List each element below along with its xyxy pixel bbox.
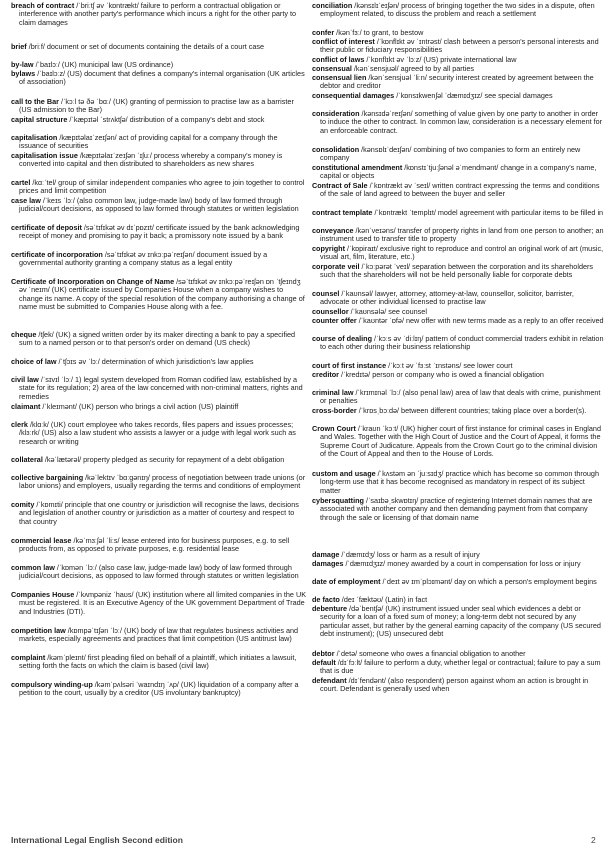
headword: consequential damages	[312, 91, 395, 100]
headword: Contract of Sale	[312, 181, 368, 190]
headword: de facto	[312, 595, 340, 604]
entry-constitutional-amendment	[312, 164, 604, 181]
headword: conciliation	[312, 1, 353, 10]
definition: /ˈkeɪs ˈlɔː/ (also common law, judge-made law) body of law formed through judicial/court decisions, as opposed to law formed through statutes or written legislation	[19, 196, 299, 214]
headword: capital structure	[11, 115, 68, 124]
definition: /səˈtɪfɪkət əv dɪˈpɒzɪt/ certificate issued by the bank acknowledging receipt of money and promising to pay it back; a promissory note issued by a bank	[19, 223, 300, 241]
headword: certificate of incorporation	[11, 250, 103, 259]
headword: claimant	[11, 402, 41, 411]
entry-date-of-employment	[312, 578, 604, 586]
definition: /ˈkɔːl tə ðə ˈbɑː/ (UK) granting of permission to practise law as a barrister (US admission to the Bar)	[19, 97, 294, 115]
entry-conflict-of-laws	[312, 56, 604, 64]
entry-companies-house	[11, 591, 307, 616]
entry-clerk	[11, 421, 307, 446]
definition: /ˈkɒntrækt əv ˈseɪl/ written contract expressing the terms and conditions of the sale of land agreed to between the buyer and seller	[320, 181, 600, 199]
definition: /ˈkɒntrækt ˈtemplɪt/ model agreement with particular items to be filled in	[372, 208, 604, 217]
entry-certificate-change-of-name	[11, 278, 307, 311]
headword: date of employment	[312, 577, 381, 586]
headword: contract template	[312, 208, 373, 217]
definition: /klɑːk/ (UK) court employee who takes records, files papers and issues processes; /klɜːrk/ (US) also a law student who assists a lawyer or a judge with legal work such as research or writing	[19, 420, 296, 446]
headword: complaint	[11, 653, 46, 662]
entry-common-law	[11, 564, 307, 581]
definition: /kənˈsensjuəl/ agreed to by all parties	[351, 64, 475, 73]
headword: debenture	[312, 604, 348, 613]
entry-counsel	[312, 290, 604, 307]
headword: consideration	[312, 109, 360, 118]
page-number: 2	[591, 835, 596, 845]
headword: compulsory winding-up	[11, 680, 93, 689]
definition: /səˈtɪfɪkət əv ɪnkɔːpəˈreɪʃən ɒn ˈtʃeɪndʒ əv ˈneɪm/ (UK) certificate issued by Companies House when a company wishes to change its name. A copy of the special resolution of the company authorising a change of name must be submitted to Companies House along with a fee.	[19, 277, 305, 311]
definition: /ˈkleɪmənt/ (UK) person who brings a civil action (US) plaintiff	[40, 402, 239, 411]
entry-claimant	[11, 403, 307, 411]
entry-custom-and-usage	[312, 470, 604, 495]
headword: bylaws	[11, 69, 36, 78]
headword: Crown Court	[312, 424, 356, 433]
entry-counsellor	[312, 308, 604, 316]
headword: Companies House	[11, 590, 75, 599]
definition: /kəmˈpʌlsəri ˈwaɪndɪŋ ˈʌp/ (UK) liquidation of a company after a petition to the court, usually by a creditor (US involuntary bankruptcy)	[19, 680, 299, 698]
entry-collateral	[11, 456, 307, 464]
entry-criminal-law	[312, 389, 604, 406]
entry-cheque	[11, 331, 307, 348]
headword: common law	[11, 563, 55, 572]
footer-book-title: International Legal English Second edition	[11, 835, 183, 845]
definition: /ˈsɪvɪl ˈlɔː/ 1) legal system developed from Roman codified law, established by a state for its regulation; 2) area of the law concerned with non-criminal matters, rights and remedies	[19, 375, 303, 401]
entry-capitalisation	[11, 134, 307, 151]
definition: /ˈtʃɔɪs əv ˈlɔː/ determination of which jurisdiction's law applies	[56, 357, 254, 366]
definition: /ˈkʌmpəniz ˈhaʊs/ (UK) institution where all limited companies in the UK must be registered. It is an Executive Agency of the UK government Department of Trade and Industries (DTI).	[19, 590, 307, 616]
definition: /kɑːˈtel/ group of similar independent companies who agree to join together to control prices and limit competition	[19, 178, 305, 196]
headword: call to the Bar	[11, 97, 59, 106]
headword: corporate veil	[312, 262, 360, 271]
entry-debtor	[312, 650, 604, 658]
definition: /kənsɪdəˈreɪʃən/ something of value given by one party to another in order to induce the other to contract. In common law, consideration is a necessary element for an enforceable contract.	[320, 109, 603, 135]
entry-competition-law	[11, 627, 307, 644]
headword: court of first instance	[312, 361, 387, 370]
headword: cross-border	[312, 406, 357, 415]
definition: /ˈkrɒsˌbɔːdə/ between different countries; taking place over a border(s).	[356, 406, 587, 415]
definition: /deɪ ˈfæktəʊ/ (Latin) in fact	[339, 595, 428, 604]
definition: /ˈkaʊntər ˈɒfə/ new offer with new terms made as a reply to an offer received	[356, 316, 604, 325]
entry-conflict-of-interest	[312, 38, 604, 55]
definition: /ˈdæmɪdʒ/ loss or harm as a result of injury	[339, 550, 480, 559]
definition: /ˈkɒpiraɪt/ exclusive right to reproduce and control an original work of art (music, visual art, film, literature, etc.)	[320, 244, 604, 262]
headword: creditor	[312, 370, 339, 379]
headword: defendant	[312, 676, 347, 685]
entry-cartel	[11, 179, 307, 196]
headword: counter offer	[312, 316, 357, 325]
definition: /kəmˈpleɪnt/ first pleading filed on behalf of a plaintiff, which initiates a lawsuit, setting forth the facts on which the claim is based (civil law)	[19, 653, 297, 671]
definition: /kənˈfɜː/ to grant, to bestow	[334, 28, 424, 37]
definition: /ˈbaɪlɔː/ (UK) municipal law (US ordinance)	[33, 60, 174, 69]
headword: debtor	[312, 649, 335, 658]
definition: /ˈkʌstəm ən ˈjuːsɪdʒ/ practice which has become so common through long-term use that it has become recognised as mandatory in respect of its subject matter	[320, 469, 599, 495]
definition: /ˈkɒnflɪkt əv ˈlɔːz/ (US) private international law	[364, 55, 517, 64]
entry-consequential-damages	[312, 92, 604, 100]
entry-damage	[312, 551, 604, 559]
headword: case law	[11, 196, 41, 205]
entry-contract-template	[312, 209, 604, 217]
entry-consideration	[312, 110, 604, 135]
definition: /ˈdetə/ someone who owes a financial obligation to another	[334, 649, 526, 658]
definition: /ˈkaʊnsəl/ lawyer, attorney, attorney-at-law, counsellor, solicitor, barrister, advocate or other individual licensed to practise law	[320, 289, 574, 307]
definition: /kənsɒlɪˈdeɪʃən/ combining of two companies to form an entirely new company	[320, 145, 581, 163]
definition: /ˈkrɪmɪnəl ˈlɔː/ (also penal law) area of law that deals with crime, punishment or penalties	[320, 388, 601, 406]
entry-civil-law	[11, 376, 307, 401]
headword: conflict of interest	[312, 37, 375, 46]
entry-capital-structure	[11, 116, 307, 124]
definition: /ˈkaʊnsələ/ see counsel	[348, 307, 427, 316]
definition: /kæpɪtəlaɪˈzeɪʃən ˈɪʃuː/ process whereby a company's money is converted into capital and then distributed to shareholders as new shares	[19, 151, 283, 169]
headword: cartel	[11, 178, 31, 187]
entry-de-facto	[312, 596, 604, 604]
definition: /ˈkɔːpərət ˈveɪl/ separation between the corporation and its shareholders such that the shareholders will not be held personally liable for corporate debts	[320, 262, 594, 280]
headword: comity	[11, 500, 35, 509]
entry-certificate-of-deposit	[11, 224, 307, 241]
headword: custom and usage	[312, 469, 376, 478]
entry-creditor	[312, 371, 604, 379]
headword: breach of contract	[11, 1, 75, 10]
entry-brief	[11, 43, 307, 51]
entry-crown-court	[312, 425, 604, 458]
headword: counsel	[312, 289, 340, 298]
definition: /kəˈmɜːʃəl ˈliːs/ lease entered into for business purposes, e.g. to sell products from, as opposed to private purposes, e.g. residential lease	[19, 536, 290, 554]
headword: damage	[312, 550, 340, 559]
entry-collective-bargaining	[11, 474, 307, 491]
definition: /ˈkɒmən ˈlɔː/ (also case law, judge-made law) body of law formed through judicial/court decisions, as opposed to law formed through statutes or written legislation	[19, 563, 299, 581]
entry-cross-border	[312, 407, 604, 415]
definition: /kɒnstɪˈtjuːʃənəl əˈmendmənt/ change in a company's name, capital or objects	[320, 163, 597, 181]
definition: /ˈbriːtʃ əv ˈkɒntrækt/ failure to perform a contractual obligation or interference with another party's performance which incurs a right for the other party to claim damages	[19, 1, 297, 27]
headword: counsellor	[312, 307, 349, 316]
entry-call-to-the-bar	[11, 98, 307, 115]
entry-confer	[312, 29, 604, 37]
definition: /ˈdeɪt əv ɪmˈplɔɪmənt/ day on which a person's employment begins	[380, 577, 597, 586]
definition: /kənˈsensjuəl ˈliːn/ security interest created by agreement between the debtor and creditor	[320, 73, 594, 91]
entry-choice-of-law	[11, 358, 307, 366]
headword: course of dealing	[312, 334, 373, 343]
definition: /ˈbaɪlɔːz/ (US) document that defines a company's internal organisation (UK articles of association)	[19, 69, 305, 87]
headword: commercial lease	[11, 536, 72, 545]
entry-capitalisation-issue	[11, 152, 307, 169]
headword: Certificate of Incorporation on Change of Name	[11, 277, 175, 286]
definition: /ˈsaɪbəˌskwɒtɪŋ/ practice of registering Internet domain names that are associated with another company and then demanding payment from that company through the sale or licensing of that domain name	[320, 496, 593, 522]
definition: /kɒmpəˈtɪʃən ˈlɔː/ (UK) body of law that regulates business activities and markets, especially agreements and practices that limit competition (US antitrust law)	[19, 626, 299, 644]
entry-complaint	[11, 654, 307, 671]
definition: /ˈkraʊn ˈkɔːt/ (UK) higher court of first instance for criminal cases in England and Wales. Together with the High Court of Justice and the Court of Appeal, it forms the Supreme Court of Judicature. Appeals from the Crown Court go to the criminal division of the Court of Appeal and then to the House of Lords.	[320, 424, 601, 458]
headword: consensual	[312, 64, 352, 73]
entry-court-of-first-instance	[312, 362, 604, 370]
definition: /ˈkæpɪtəl ˈstrʌktʃə/ distribution of a company's debt and stock	[67, 115, 265, 124]
definition: /tʃek/ (UK) a signed written order by its maker directing a bank to pay a specified sum to a named person or to that person's order on demand (US check)	[19, 330, 296, 348]
headword: consensual lien	[312, 73, 367, 82]
definition: /kənˈveɪəns/ transfer of property rights in land from one person to another; an instrument used to transfer title to property	[320, 226, 604, 244]
headword: competition law	[11, 626, 66, 635]
definition: /dəˈbentʃə/ (UK) instrument issued under seal which evidences a debt or security for a loan of a fixed sum of money; a long-term debt not secured by any particular asset, but rather by the general earning capacity of the company (US secured debt instrument); (US) unsecured debt	[320, 604, 601, 638]
definition: /kæpɪtəlaɪˈzeɪʃən/ act of providing capital for a company through the issuance of securities	[19, 133, 278, 151]
headword: certificate of deposit	[11, 223, 82, 232]
entry-default	[312, 659, 604, 676]
entry-consolidation	[312, 146, 604, 163]
headword: by-law	[11, 60, 34, 69]
definition: /ˈdæmɪdʒɪz/ money awarded by a court in compensation for loss or injury	[343, 559, 581, 568]
definition: /ˈkɒnsɪkwenʃəl ˈdæmɪdʒɪz/ see special damages	[394, 91, 553, 100]
headword: copyright	[312, 244, 346, 253]
headword: cheque	[11, 330, 37, 339]
entry-debenture	[312, 605, 604, 638]
headword: collective bargaining	[11, 473, 84, 482]
entry-cybersquatting	[312, 497, 604, 522]
headword: choice of law	[11, 357, 57, 366]
headword: damages	[312, 559, 344, 568]
entry-contract-of-sale	[312, 182, 604, 199]
entry-corporate-veil	[312, 263, 604, 280]
entry-commercial-lease	[11, 537, 307, 554]
headword: brief	[11, 42, 27, 51]
definition: /ˈkredɪtə/ person or company who is owed a financial obligation	[339, 370, 544, 379]
definition: /dɪˈfendənt/ (also respondent) person against whom an action is brought in court. Defendant is generally used when	[320, 676, 589, 694]
headword: capitalisation	[11, 133, 58, 142]
definition: /ˈkɔːt əv ˈfɜːst ˈɪnstəns/ see lower court	[386, 361, 513, 370]
definition: /ˈkɒnflɪkt əv ˈɪntrəst/ clash between a person's personal interests and their public or fiduciary responsibilities	[320, 37, 599, 55]
definition: /səˈtɪfɪkət əv ɪnkɔːpəˈreɪʃən/ document issued by a governmental authority granting a company status as a legal entity	[19, 250, 268, 268]
entry-copyright	[312, 245, 604, 262]
entry-counter-offer	[312, 317, 604, 325]
definition: /kənsɪlɪˈeɪʃən/ process of bringing together the two sides in a dispute, often employment related, to discuss the problem and reach a settlement	[320, 1, 595, 19]
entry-consensual-lien	[312, 74, 604, 91]
entry-conveyance	[312, 227, 604, 244]
definition: /kəˈlætərəl/ property pledged as security for repayment of a debt obligation	[42, 455, 285, 464]
headword: default	[312, 658, 336, 667]
headword: conveyance	[312, 226, 354, 235]
definition: /kəˈlektɪv ˈbɑːgənɪŋ/ process of negotiation between trade unions (or labor unions) and employers, usually regarding the terms and conditions of employment	[19, 473, 306, 491]
headword: collateral	[11, 455, 43, 464]
headword: consolidation	[312, 145, 360, 154]
entry-by-law	[11, 61, 307, 69]
headword: clerk	[11, 420, 28, 429]
definition: /dɪˈfɔːlt/ failure to perform a duty, whether legal or contractual; failure to pay a sum that is due	[320, 658, 601, 676]
entry-course-of-dealing	[312, 335, 604, 352]
entry-compulsory-winding-up	[11, 681, 307, 698]
headword: constitutional amendment	[312, 163, 403, 172]
headword: civil law	[11, 375, 39, 384]
entry-case-law	[11, 197, 307, 214]
entry-conciliation	[312, 2, 604, 19]
headword: confer	[312, 28, 335, 37]
entry-consensual	[312, 65, 604, 73]
headword: capitalisation issue	[11, 151, 78, 160]
definition: /ˈkɔːs əv ˈdiːlɪŋ/ pattern of conduct commercial traders exhibit in relation to each other during their business relationship	[320, 334, 604, 352]
definition: /ˈkɒmɪti/ principle that one country or jurisdiction will recognise the laws, decisions and legislation of another country or jurisdiction as a matter of courtesy and respect to that country	[19, 500, 299, 526]
headword: criminal law	[312, 388, 354, 397]
definition: /briːf/ document or set of documents containing the details of a court case	[26, 42, 265, 51]
entry-damages	[312, 560, 604, 568]
entry-breach-of-contract	[11, 2, 307, 27]
entry-comity	[11, 501, 307, 526]
entry-bylaws	[11, 70, 307, 87]
entry-certificate-of-incorporation	[11, 251, 307, 268]
entry-defendant	[312, 677, 604, 694]
headword: cybersquatting	[312, 496, 364, 505]
headword: conflict of laws	[312, 55, 365, 64]
